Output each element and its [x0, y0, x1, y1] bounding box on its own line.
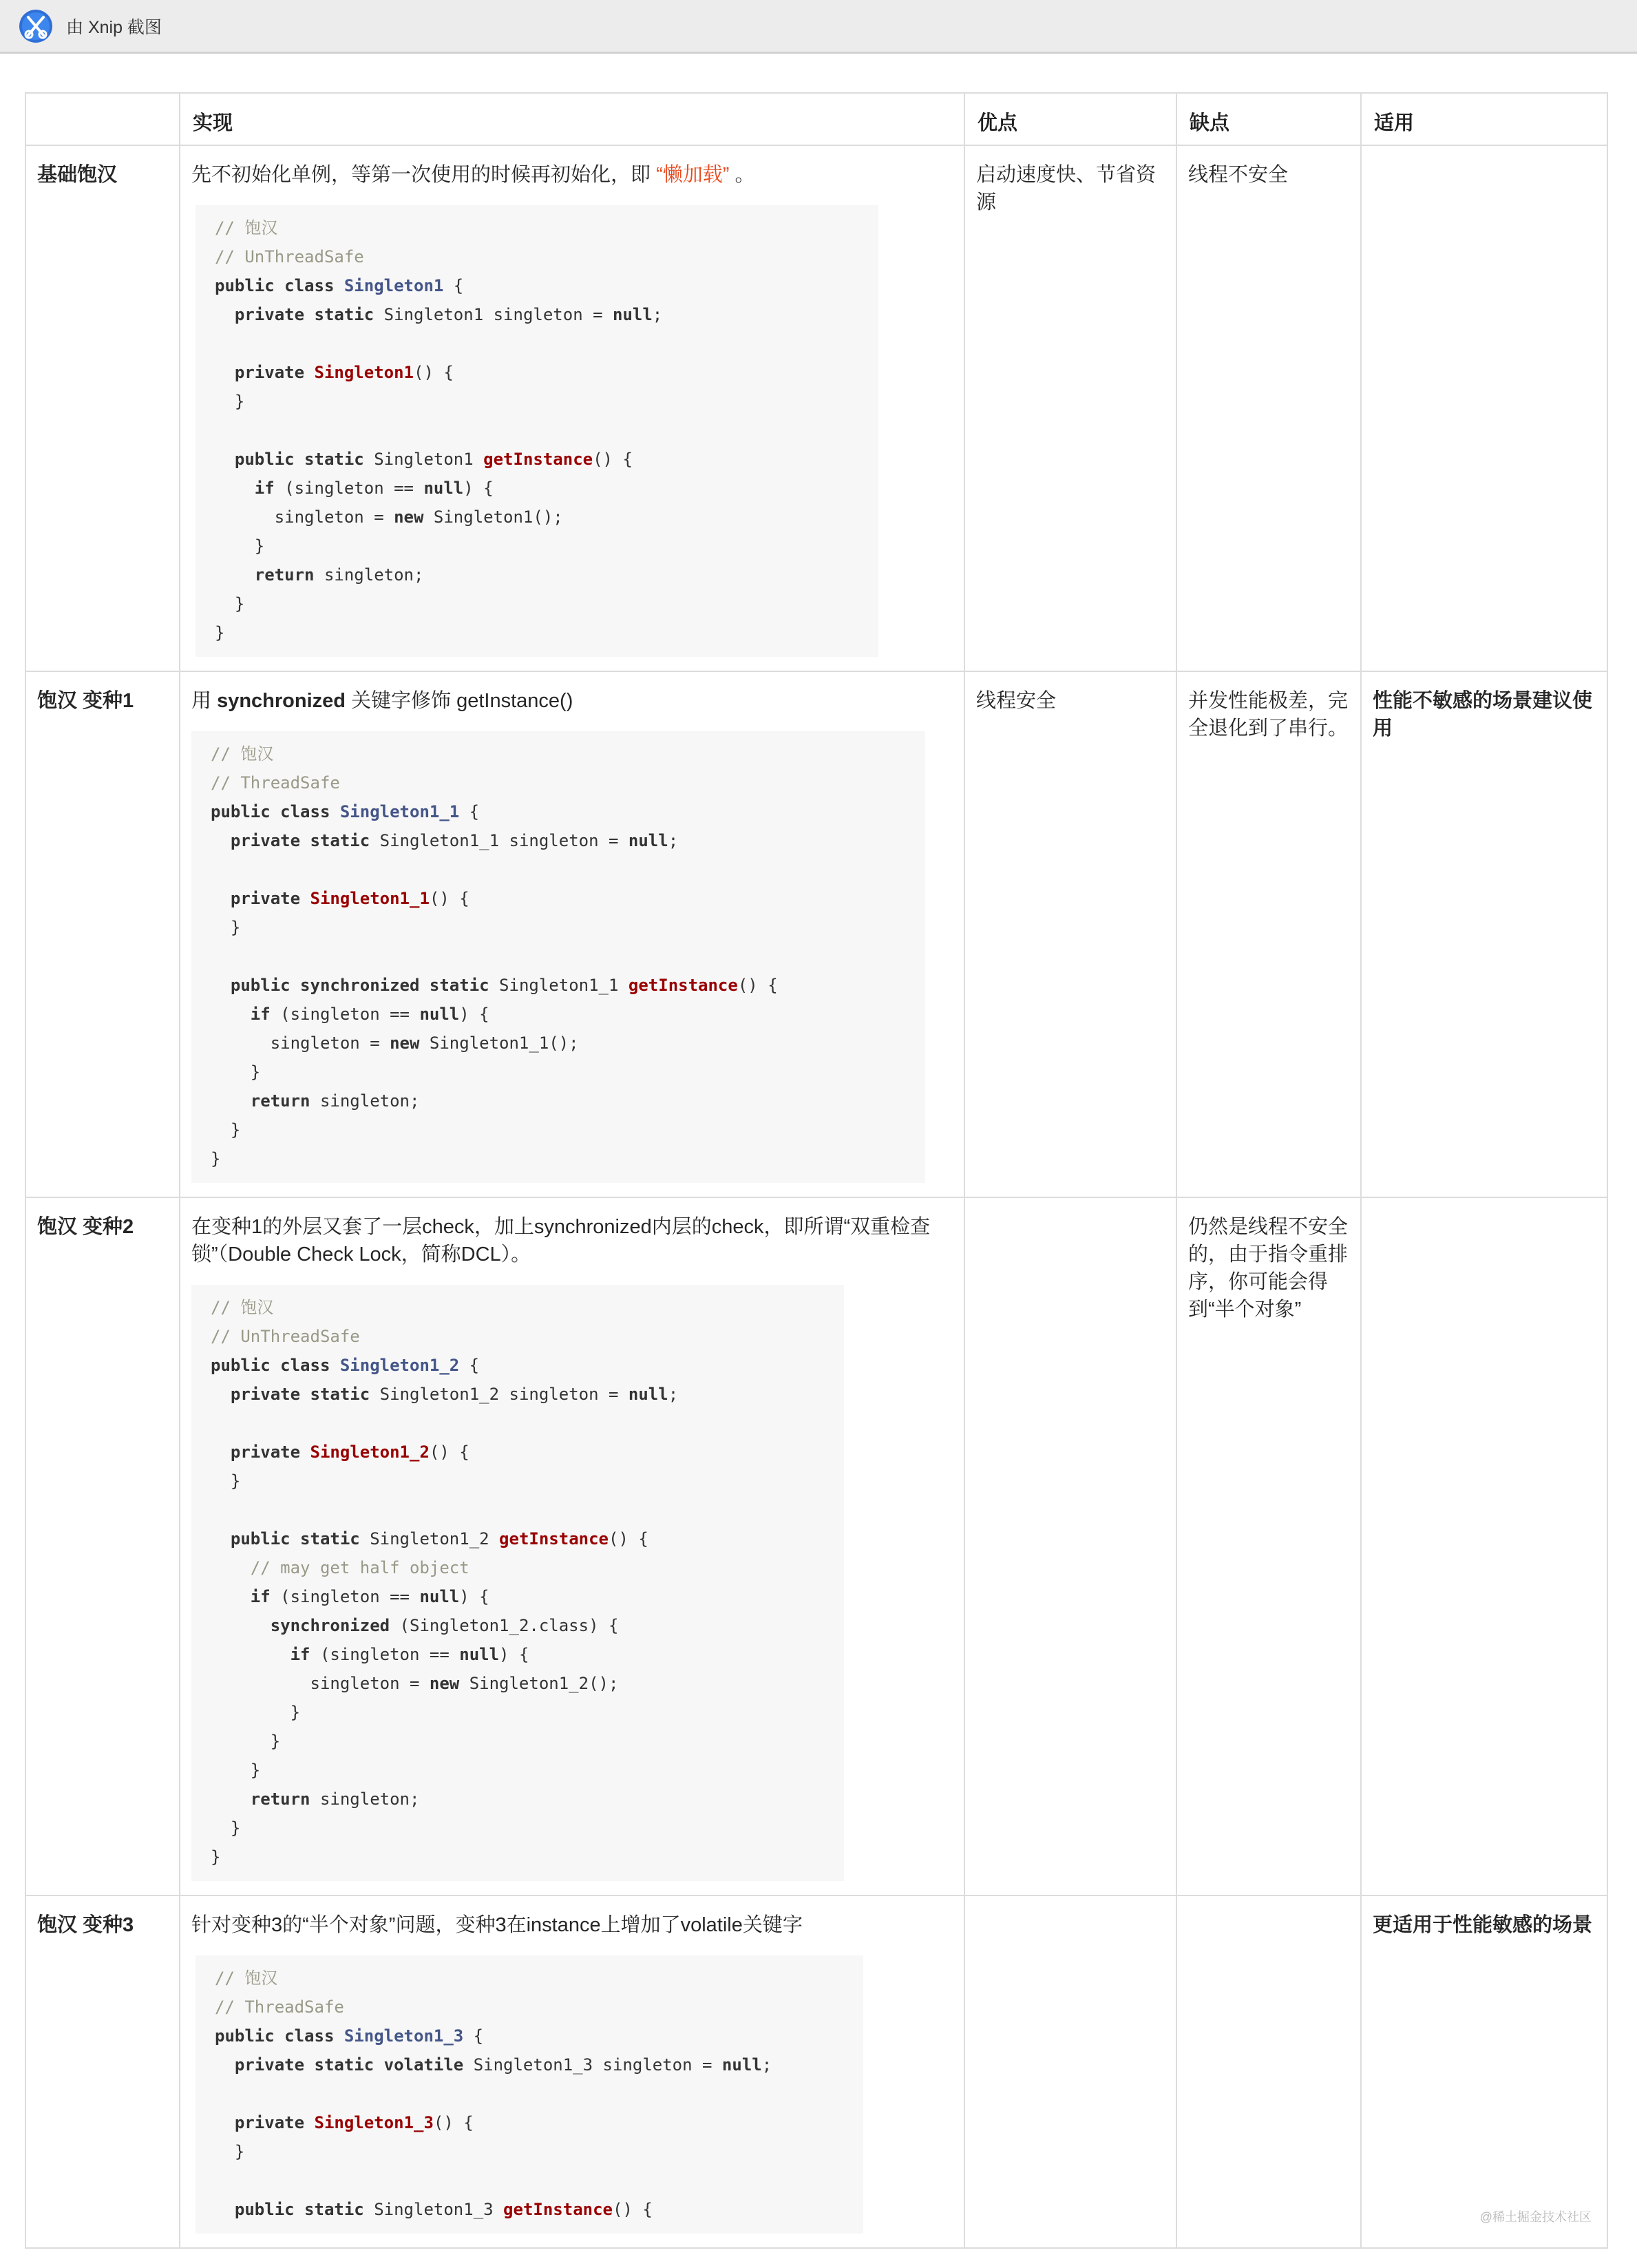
code-token: } — [211, 1120, 241, 1140]
code-token — [215, 2113, 235, 2132]
code-token: return — [254, 565, 324, 585]
code-token: new — [390, 1033, 430, 1053]
row-cons: 并发性能极差，完全退化到了串行。 — [1176, 671, 1361, 1197]
code-token: { — [459, 1356, 480, 1375]
code-line — [215, 503, 859, 532]
code-line — [211, 768, 906, 797]
code-token — [211, 1091, 251, 1111]
code-token: } — [215, 594, 245, 613]
row-description — [191, 687, 953, 715]
row-pros — [964, 1896, 1176, 2248]
code-token: // ThreadSafe — [215, 1997, 344, 2017]
code-token: { — [463, 2026, 484, 2046]
code-token: null — [613, 305, 653, 324]
code-token: if — [254, 479, 285, 498]
code-token — [211, 831, 231, 850]
code-token: ) { — [499, 1645, 529, 1664]
code-token: () { — [609, 1529, 648, 1548]
code-line — [215, 271, 859, 300]
code-token: synchronized — [270, 1616, 400, 1635]
code-token: null — [419, 1005, 460, 1024]
code-line — [211, 1727, 825, 1756]
table-row — [25, 145, 1607, 671]
code-token: // UnThreadSafe — [211, 1327, 360, 1346]
code-token: public class — [211, 802, 340, 821]
code-line — [211, 1058, 906, 1086]
code-token — [211, 1587, 251, 1606]
code-line — [215, 560, 859, 589]
window-title: 由 Xnip 截图 — [66, 17, 162, 37]
code-block — [196, 205, 878, 657]
row-description: 针对变种3的“半个对象”问题，变种3在instance上增加了volatile关键字 — [191, 1914, 803, 1936]
code-token: getInstance — [628, 976, 738, 995]
code-token: Singleton1_1 singleton = — [379, 831, 629, 850]
code-token: public static — [234, 2200, 374, 2219]
code-line — [215, 2022, 844, 2050]
code-line — [215, 532, 859, 560]
code-token: singleton = — [211, 1674, 430, 1693]
code-token: null — [628, 1385, 668, 1404]
code-token: (singleton == — [284, 479, 424, 498]
code-token: public synchronized static — [230, 976, 500, 995]
code-token — [211, 1385, 231, 1404]
code-token: getInstance — [483, 450, 593, 469]
code-token: } — [215, 536, 265, 556]
description-tail: 。 — [735, 164, 755, 186]
code-line — [211, 1495, 825, 1524]
code-line — [211, 884, 906, 913]
code-token — [215, 450, 235, 469]
row-description — [191, 161, 953, 189]
code-token: () { — [593, 450, 633, 469]
code-token: ; — [652, 305, 663, 324]
code-line — [215, 2079, 844, 2108]
code-token: Singleton1_2 — [339, 1356, 460, 1375]
row-usage: 更适用于性能敏感的场景 — [1361, 1896, 1607, 2248]
code-token: Singleton1_1(); — [429, 1033, 579, 1053]
code-token — [211, 1558, 251, 1577]
code-line — [215, 618, 859, 647]
code-token — [215, 2200, 235, 2219]
window-titlebar — [0, 0, 1637, 54]
code-token: if — [250, 1005, 281, 1024]
code-token: singleton; — [319, 1091, 420, 1111]
code-line — [211, 1814, 825, 1842]
code-token: Singleton1 singleton = — [383, 305, 613, 324]
code-token: () { — [414, 363, 454, 382]
code-line — [215, 416, 859, 445]
code-line — [211, 971, 906, 1000]
code-token: Singleton1 — [374, 450, 484, 469]
code-line — [211, 826, 906, 855]
synchronized-keyword: synchronized — [217, 690, 346, 712]
code-line — [215, 2137, 844, 2166]
code-line — [211, 1611, 825, 1640]
code-token: { — [459, 802, 480, 821]
code-line — [211, 1842, 825, 1871]
code-token: public class — [215, 276, 344, 295]
code-token: } — [215, 623, 225, 642]
code-token: (singleton == — [319, 1645, 460, 1664]
code-token: null — [423, 479, 464, 498]
code-line — [215, 329, 859, 358]
code-line — [211, 1086, 906, 1115]
code-token: private — [230, 1442, 310, 1462]
code-line — [211, 1380, 825, 1409]
code-line — [211, 1000, 906, 1029]
code-line — [211, 1669, 825, 1698]
code-token: { — [443, 276, 464, 295]
code-line — [215, 387, 859, 416]
code-token — [211, 1005, 251, 1024]
code-token: private static — [230, 831, 380, 850]
row-cons: 线程不安全 — [1176, 145, 1361, 671]
code-line — [211, 797, 906, 826]
code-token: Singleton1_3 — [314, 2113, 434, 2132]
code-token: public static — [234, 450, 374, 469]
code-token: // 饱汉 — [211, 744, 274, 764]
row-cons: 仍然是线程不安全的，由于指令重排序，你可能会得到“半个对象” — [1176, 1197, 1361, 1896]
code-token: Singleton1_1 — [339, 802, 460, 821]
code-token: singleton = — [215, 507, 394, 527]
code-token: if — [250, 1587, 281, 1606]
code-token: ) { — [463, 479, 494, 498]
watermark: @稀土掘金技术社区 — [1479, 2210, 1592, 2224]
code-token — [211, 1616, 271, 1635]
code-token — [215, 2055, 235, 2075]
row-implementation — [180, 1896, 964, 2248]
code-token — [215, 565, 255, 585]
code-token: // UnThreadSafe — [215, 247, 364, 266]
code-token: (singleton == — [280, 1587, 420, 1606]
code-token: () { — [613, 2200, 653, 2219]
code-token: () { — [737, 976, 778, 995]
code-token: private — [234, 2113, 315, 2132]
code-line — [215, 445, 859, 474]
table-header-row — [25, 93, 1607, 145]
code-token: private — [230, 889, 310, 908]
code-line — [211, 942, 906, 971]
code-line — [215, 1964, 844, 1993]
code-token: Singleton1_1 — [310, 889, 430, 908]
row-description: 在变种1的外层又套了一层check，加上synchronized内层的check，即所谓“双重检查锁”（Double Check Lock，简称DCL）。 — [191, 1216, 931, 1266]
code-token: if — [290, 1645, 320, 1664]
code-token: null — [419, 1587, 460, 1606]
code-token: } — [211, 1818, 241, 1838]
code-token: singleton = — [211, 1033, 390, 1053]
code-token: null — [628, 831, 668, 850]
lazy-load-highlight: “懒加载” — [656, 164, 730, 186]
code-token: return — [250, 1789, 320, 1809]
description-tail: 关键字修饰 getInstance() — [346, 690, 573, 712]
code-token: new — [394, 507, 434, 527]
code-token: // 饱汉 — [215, 1968, 278, 1988]
code-token — [211, 1442, 231, 1462]
code-line — [211, 1115, 906, 1144]
code-token: } — [211, 1732, 281, 1751]
code-token: () { — [429, 1442, 469, 1462]
code-token: } — [211, 1761, 261, 1780]
code-token: ; — [668, 831, 679, 850]
code-line — [211, 1524, 825, 1553]
code-token: getInstance — [503, 2200, 613, 2219]
code-block — [191, 731, 925, 1183]
code-token: Singleton1_3 singleton = — [473, 2055, 722, 2075]
code-line — [211, 739, 906, 768]
code-line — [211, 1756, 825, 1785]
code-line — [215, 2108, 844, 2137]
code-token: private static volatile — [234, 2055, 474, 2075]
code-token: public static — [230, 1529, 370, 1548]
code-line — [215, 300, 859, 329]
code-block — [196, 1955, 863, 2234]
header-cons: 缺点 — [1176, 93, 1361, 145]
code-line — [215, 2166, 844, 2195]
xnip-app-icon — [18, 8, 54, 44]
code-token — [215, 363, 235, 382]
code-token: // 饱汉 — [211, 1298, 274, 1317]
row-name: 饱汉 变种2 — [25, 1197, 180, 1896]
code-token — [211, 1529, 231, 1548]
code-token: ) { — [459, 1587, 489, 1606]
code-token: } — [215, 2142, 245, 2161]
code-token: } — [211, 1471, 241, 1491]
code-token: singleton; — [324, 565, 424, 585]
code-line — [215, 2050, 844, 2079]
row-implementation — [180, 1197, 964, 1896]
code-line — [211, 1322, 825, 1351]
code-token: } — [211, 918, 241, 937]
code-token: () { — [429, 889, 469, 908]
code-token: private static — [230, 1385, 380, 1404]
singleton-comparison-table — [25, 92, 1608, 2249]
code-token: } — [215, 392, 245, 411]
code-line — [211, 1144, 906, 1173]
code-token: Singleton1 — [344, 276, 444, 295]
table-row — [25, 671, 1607, 1197]
code-token: null — [721, 2055, 762, 2075]
code-line — [211, 855, 906, 884]
code-line — [211, 1409, 825, 1438]
code-token: public class — [211, 1356, 340, 1375]
code-token: getInstance — [499, 1529, 609, 1548]
code-token: singleton; — [319, 1789, 420, 1809]
code-line — [215, 589, 859, 618]
header-usage: 适用 — [1361, 93, 1607, 145]
code-token: () { — [433, 2113, 474, 2132]
code-line — [211, 1293, 825, 1322]
code-token: (Singleton1_2.class) { — [399, 1616, 619, 1635]
code-token: Singleton1_2 singleton = — [379, 1385, 629, 1404]
header-implementation: 实现 — [180, 93, 964, 145]
code-line — [211, 1351, 825, 1380]
code-line — [215, 474, 859, 503]
code-token: Singleton1(); — [433, 507, 563, 527]
code-token: null — [459, 1645, 500, 1664]
code-token: } — [211, 1149, 221, 1168]
code-line — [215, 358, 859, 387]
code-token: Singleton1_2 — [310, 1442, 430, 1462]
code-token — [211, 976, 231, 995]
row-usage: 性能不敏感的场景建议使用 — [1361, 671, 1607, 1197]
row-name: 饱汉 变种1 — [25, 671, 180, 1197]
code-line — [215, 242, 859, 271]
code-line — [215, 213, 859, 242]
code-line — [211, 1438, 825, 1467]
code-token: } — [211, 1847, 221, 1867]
table-row — [25, 1896, 1607, 2248]
code-line — [211, 1640, 825, 1669]
code-line — [211, 1698, 825, 1727]
code-token: ; — [761, 2055, 772, 2075]
code-token: Singleton1 — [314, 363, 414, 382]
code-token: Singleton1_1 — [499, 976, 629, 995]
code-token — [215, 479, 255, 498]
row-pros: 线程安全 — [964, 671, 1176, 1197]
code-token: Singleton1_2 — [370, 1529, 500, 1548]
code-token — [211, 1789, 251, 1809]
code-token: (singleton == — [280, 1005, 420, 1024]
row-name: 基础饱汉 — [25, 145, 180, 671]
code-block — [191, 1285, 844, 1881]
code-token: new — [429, 1674, 469, 1693]
code-token: // may get half object — [250, 1558, 469, 1577]
code-token — [215, 305, 235, 324]
table-row — [25, 1197, 1607, 1896]
code-token — [211, 1645, 291, 1664]
code-token: // 饱汉 — [215, 218, 278, 238]
row-usage — [1361, 145, 1607, 671]
description-text: 用 — [191, 690, 218, 712]
code-line — [215, 1993, 844, 2022]
code-token: ) { — [459, 1005, 489, 1024]
code-line — [215, 2195, 844, 2224]
row-usage — [1361, 1197, 1607, 1896]
code-token: Singleton1_2(); — [469, 1674, 619, 1693]
code-line — [211, 1582, 825, 1611]
header-name — [25, 93, 180, 145]
code-token: Singleton1_3 — [344, 2026, 464, 2046]
row-name: 饱汉 变种3 — [25, 1896, 180, 2248]
code-token — [211, 889, 231, 908]
code-token: } — [211, 1062, 261, 1082]
code-token: } — [211, 1703, 301, 1722]
row-cons — [1176, 1896, 1361, 2248]
row-implementation — [180, 671, 964, 1197]
code-line — [211, 913, 906, 942]
row-pros: 启动速度快、节省资源 — [964, 145, 1176, 671]
header-pros: 优点 — [964, 93, 1176, 145]
code-token: Singleton1_3 — [374, 2200, 504, 2219]
code-line — [211, 1467, 825, 1495]
row-pros — [964, 1197, 1176, 1896]
code-token: return — [250, 1091, 320, 1111]
code-token: ; — [668, 1385, 679, 1404]
code-line — [211, 1029, 906, 1058]
code-line — [211, 1785, 825, 1814]
row-implementation — [180, 145, 964, 671]
code-token: // ThreadSafe — [211, 773, 340, 792]
code-token: public class — [215, 2026, 344, 2046]
code-line — [211, 1553, 825, 1582]
code-token: private static — [234, 305, 384, 324]
description-text: 先不初始化单例，等第一次使用的时候再初始化，即 — [191, 164, 651, 186]
code-token: private — [234, 363, 315, 382]
